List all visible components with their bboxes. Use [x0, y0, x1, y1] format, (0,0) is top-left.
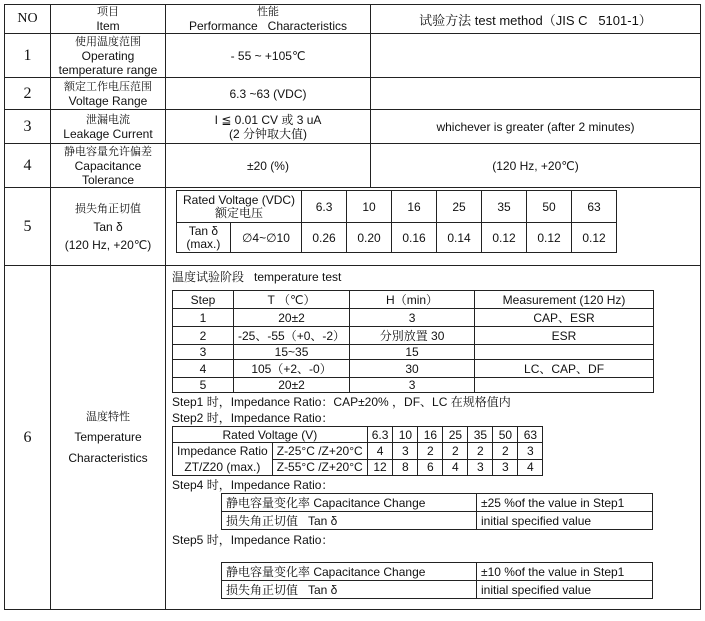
step-cell: 5: [173, 378, 234, 393]
impedance-cell: 4: [367, 443, 393, 460]
voltage-cell: 16: [392, 191, 437, 223]
temperature-test-cell: [166, 266, 701, 610]
item-cell: [51, 110, 166, 144]
voltage-cell: 16: [418, 427, 443, 443]
item-cell: [51, 34, 166, 78]
item-en: Capacitance: [74, 158, 142, 173]
performance-value: - 55 ~ +105℃: [166, 34, 371, 78]
step-cell: 15: [350, 345, 475, 360]
impedance-condition: Z-25°C /Z+20°C: [272, 443, 367, 460]
step-cell: 分別放置 30: [350, 327, 475, 345]
rated-voltage-cn: 额定电压: [215, 205, 264, 220]
step-header-row: [173, 291, 654, 309]
impedance-cell: 3: [468, 459, 493, 476]
step-cell: 3: [350, 378, 475, 393]
voltage-cell: 10: [393, 427, 418, 443]
row-leakage-current: [5, 110, 701, 144]
item-cn: 泄漏电流: [86, 112, 130, 126]
impedance-cell: 3: [393, 443, 418, 460]
item-en-2: (120 Hz, +20℃): [64, 237, 152, 252]
tan-delta-cell: [166, 188, 701, 266]
impedance-ratio-label-2: ZT/Z20 (max.): [184, 460, 261, 474]
item-en-2: temperature range: [58, 62, 158, 77]
tan-cell: 0.12: [527, 223, 572, 253]
step-cell: ESR: [475, 327, 654, 345]
rated-voltage-label: [177, 191, 302, 223]
step-cell: 20±2: [234, 309, 350, 327]
step4-row: [222, 494, 653, 512]
item-en-2: Tolerance: [81, 172, 135, 187]
step-cell: 3: [173, 345, 234, 360]
row-voltage-range: [5, 78, 701, 110]
impedance-condition: Z-55°C /Z+20°C: [272, 459, 367, 476]
voltage-cell: 50: [493, 427, 518, 443]
performance-value: [166, 110, 371, 144]
tan-delta-table: [176, 190, 617, 253]
test-method-value: whichever is greater (after 2 minutes): [371, 110, 701, 144]
tan-voltage-row: [177, 191, 617, 223]
impedance-cell: 12: [367, 459, 393, 476]
row-temperature-characteristics: [5, 266, 701, 610]
criteria-label: 静电容量变化率 Capacitance Change: [222, 494, 477, 512]
rated-voltage-en: Rated Voltage (VDC): [183, 192, 296, 207]
criteria-value: ±10 %of the value in Step1: [477, 563, 653, 581]
step-cell: 3: [350, 309, 475, 327]
impedance-cell: 2: [418, 443, 443, 460]
impedance-cell: 2: [443, 443, 468, 460]
item-en: Tan δ: [93, 219, 123, 234]
impedance-voltage-row: [173, 427, 543, 443]
temperature-test-title: 温度试验阶段 temperature test: [172, 270, 342, 284]
row-number: 6: [5, 266, 51, 610]
step-cell: 20±2: [234, 378, 350, 393]
header-performance: [166, 5, 371, 34]
performance-value: 6.3 ~63 (VDC): [166, 78, 371, 110]
voltage-cell: 10: [347, 191, 392, 223]
step-cell: 1: [173, 309, 234, 327]
step-header: T （℃）: [234, 291, 350, 309]
impedance-ratio-label-1: Impedance Ratio: [177, 444, 268, 458]
item-en: Operating: [81, 48, 135, 63]
step5-row: [222, 581, 653, 599]
criteria-value: initial specified value: [477, 581, 653, 599]
step-cell: 30: [350, 360, 475, 378]
header-row: [5, 5, 701, 34]
row-number: 1: [5, 34, 51, 78]
step-header: Step: [173, 291, 234, 309]
step-header: H（min）: [350, 291, 475, 309]
performance-line-2: (2 分钟取大值): [228, 126, 307, 141]
header-perf-cn: 性能: [257, 5, 279, 18]
impedance-cell: 2: [468, 443, 493, 460]
item-cn: 额定工作电压范围: [64, 79, 152, 93]
item-cn: 温度特性: [86, 410, 130, 423]
item-cn: 静电容量允许偏差: [64, 144, 152, 158]
tan-value-row: [177, 223, 617, 253]
step4-text: Step4 时，Impedance Ratio：: [172, 478, 334, 492]
voltage-cell: 35: [468, 427, 493, 443]
step-cell: -25、-55（+0、-2）: [234, 327, 350, 345]
tan-cell: 0.14: [437, 223, 482, 253]
item-en: Leakage Current: [63, 126, 153, 141]
step-row: [173, 360, 654, 378]
voltage-cell: 63: [572, 191, 617, 223]
criteria-value: initial specified value: [477, 512, 653, 530]
header-item-en: Item: [96, 19, 120, 33]
voltage-cell: 63: [518, 427, 543, 443]
step4-row: [222, 512, 653, 530]
item-cell: [51, 188, 166, 266]
impedance-row-25: [173, 443, 543, 460]
step-cell: 15~35: [234, 345, 350, 360]
item-en: Voltage Range: [68, 93, 148, 108]
step-cell: CAP、ESR: [475, 309, 654, 327]
impedance-cell: 2: [493, 443, 518, 460]
impedance-ratio-label: [173, 443, 273, 476]
item-cn: 使用温度范围: [75, 34, 141, 48]
header-item: [51, 5, 166, 34]
voltage-cell: 35: [482, 191, 527, 223]
item-en-2: Characteristics: [68, 451, 148, 465]
step1-text: Step1 时，Impedance Ratio：CAP±20% ，DF、LC 在规格值内: [172, 395, 511, 409]
impedance-rated-label: Rated Voltage (V): [173, 427, 368, 443]
item-en: Temperature: [74, 430, 142, 444]
step-cell: [475, 345, 654, 360]
impedance-cell: 3: [493, 459, 518, 476]
item-cell: [51, 78, 166, 110]
voltage-cell: 25: [443, 427, 468, 443]
impedance-cell: 4: [518, 459, 543, 476]
step-row: [173, 378, 654, 393]
spec-table: [4, 4, 701, 610]
step-cell: 2: [173, 327, 234, 345]
impedance-cell: 4: [443, 459, 468, 476]
header-item-cn: 项目: [97, 5, 119, 18]
step-table: [172, 290, 654, 393]
step-cell: [475, 378, 654, 393]
tan-cell: 0.12: [482, 223, 527, 253]
step-row: [173, 327, 654, 345]
item-cn: 损失角正切值: [75, 201, 141, 215]
criteria-label: 损失角正切值 Tan δ: [222, 512, 477, 530]
row-tan-delta: [5, 188, 701, 266]
performance-value: ±20 (%): [166, 144, 371, 188]
step-cell: LC、CAP、DF: [475, 360, 654, 378]
row-number: 2: [5, 78, 51, 110]
tan-cell: 0.20: [347, 223, 392, 253]
row-capacitance-tolerance: [5, 144, 701, 188]
voltage-cell: 6.3: [367, 427, 393, 443]
item-cell: [51, 144, 166, 188]
tan-label-1: Tan δ: [188, 223, 219, 238]
voltage-cell: 50: [527, 191, 572, 223]
test-method-value: [371, 34, 701, 78]
step-header: Measurement (120 Hz): [475, 291, 654, 309]
tan-label: [177, 223, 231, 253]
tan-label-2: (max.): [186, 236, 221, 251]
criteria-value: ±25 %of the value in Step1: [477, 494, 653, 512]
test-method-value: (120 Hz, +20℃): [371, 144, 701, 188]
impedance-cell: 3: [518, 443, 543, 460]
step-row: [173, 345, 654, 360]
row-operating-temperature: [5, 34, 701, 78]
impedance-cell: 6: [418, 459, 443, 476]
step2-text: Step2 时，Impedance Ratio：: [172, 411, 334, 425]
header-test-method: 试验方法 test method（JIS C 5101-1）: [371, 5, 701, 34]
voltage-cell: 6.3: [302, 191, 347, 223]
impedance-table: [172, 426, 543, 476]
row-number: 3: [5, 110, 51, 144]
criteria-label: 损失角正切值 Tan δ: [222, 581, 477, 599]
size-cell: ∅4~∅10: [230, 223, 301, 253]
row-number: 5: [5, 188, 51, 266]
step-cell: 4: [173, 360, 234, 378]
tan-cell: 0.12: [572, 223, 617, 253]
header-perf-en: Performance Characteristics: [188, 19, 348, 33]
step-row: [173, 309, 654, 327]
test-method-value: [371, 78, 701, 110]
step5-table: [221, 562, 653, 599]
tan-cell: 0.16: [392, 223, 437, 253]
impedance-cell: 8: [393, 459, 418, 476]
voltage-cell: 25: [437, 191, 482, 223]
step5-row: [222, 563, 653, 581]
item-cell: [51, 266, 166, 610]
step-cell: 105（+2、-0）: [234, 360, 350, 378]
criteria-label: 静电容量变化率 Capacitance Change: [222, 563, 477, 581]
performance-line-1: I ≦ 0.01 CV 或 3 uA: [214, 112, 322, 127]
header-no: NO: [5, 5, 51, 34]
row-number: 4: [5, 144, 51, 188]
step5-text: Step5 时，Impedance Ratio：: [172, 533, 334, 547]
step4-table: [221, 493, 653, 530]
tan-cell: 0.26: [302, 223, 347, 253]
